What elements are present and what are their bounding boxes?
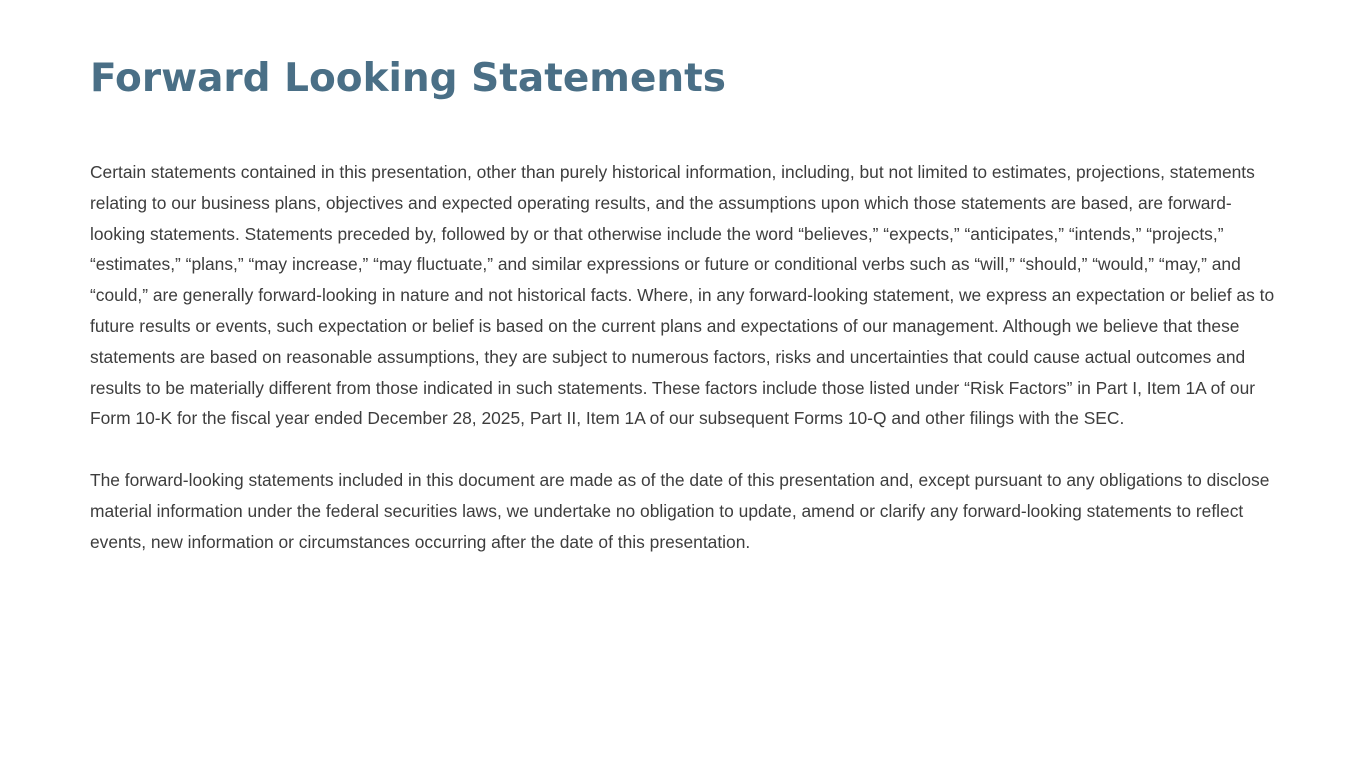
body-text [90,157,1286,557]
paragraph-2: The forward-looking statements included in this document are made as of the date of this presentation and, except pursuant to any obligations to disclose material information under the federal securities laws, we undertake no obligation to update, amend or clarify any forward-looking statements to reflect events, new information or circumstances occurring after the date of this presentation. [90,469,1270,552]
paragraph-1: Certain statements contained in this presentation, other than purely historical information, including, but not limited to estimates, projections, statements relating to our business plans, objectives and expected operating results, and the assumptions upon which those statements are based, are forward-looking statements. Statements preceded by, followed by or that otherwise include the word “believes,” “expects,” “anticipates,” “intends,” “projects,” “estimates,” “plans,” “may increase,” “may fluctuate,” and similar expressions or future or conditional verbs such as “will,” “should,” “would,” “may,” and “could,” are generally forward-looking in nature and not historical facts. Where, in any forward-looking statement, we express an expectation or belief as to future results or events, such expectation or belief is based on the current plans and expectations of our management. Although we believe that these statements are based on reasonable assumptions, they are subject to numerous factors, risks and uncertainties that could cause actual outcomes and results to be materially different from those indicated in such statements. These factors include those listed under “Risk Factors” in Part I, Item 1A of our Form 10-K for the fiscal year ended December 28, 2025, Part II, Item 1A of our subsequent Forms 10-Q and other filings with the SEC. [90,162,1275,429]
page-title: Forward Looking Statements [90,56,727,101]
